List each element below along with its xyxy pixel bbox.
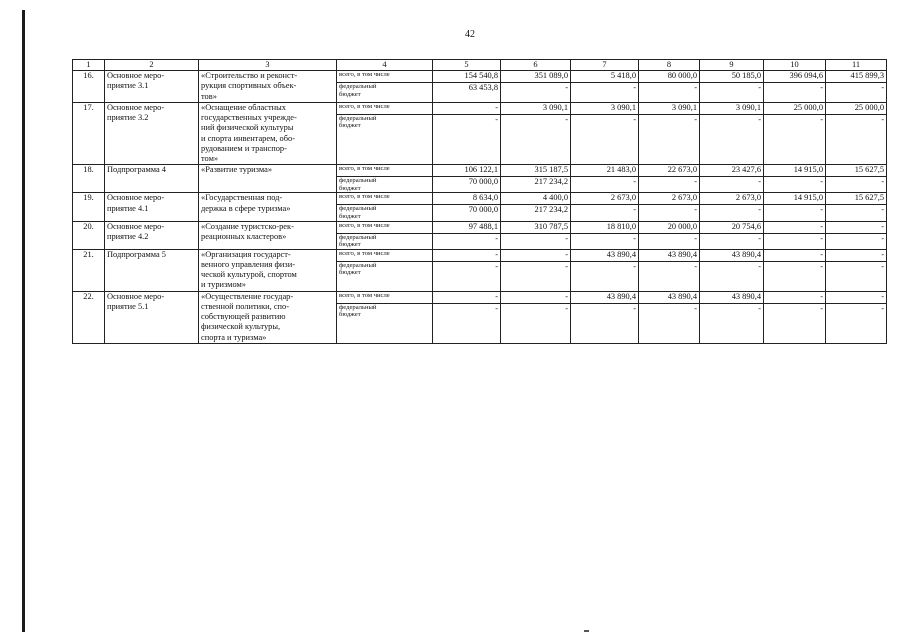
amount-cell: - (501, 233, 571, 249)
amount-cell: - (764, 291, 826, 303)
funding-type-cell: федеральный бюджет (337, 233, 433, 249)
row-kind-cell: Основное меро- приятие 5.1 (105, 291, 199, 343)
row-title-cell: «Развитие туризма» (199, 165, 337, 193)
row-title-cell: «Оснащение областных государственных учрежде- ний физической культуры и спорта инвентарем, обо- рудованием и транспор- том» (199, 102, 337, 165)
amount-cell: 23 427,6 (700, 165, 764, 177)
amount-cell: - (639, 303, 700, 343)
amount-cell: - (571, 114, 639, 165)
funding-type-cell: всего, в том числе (337, 291, 433, 303)
amount-cell: 43 890,4 (639, 291, 700, 303)
funding-type-cell: федеральный бюджет (337, 303, 433, 343)
amount-cell: 70 000,0 (433, 177, 501, 193)
amount-cell: - (764, 205, 826, 221)
amount-cell: - (700, 114, 764, 165)
amount-cell: - (639, 114, 700, 165)
amount-cell: 50 185,0 (700, 71, 764, 83)
amount-cell: 4 400,0 (501, 193, 571, 205)
amount-cell: 63 453,8 (433, 83, 501, 103)
column-number-row (73, 60, 887, 71)
amount-cell: 43 890,4 (571, 291, 639, 303)
amount-cell: - (433, 233, 501, 249)
row-kind-cell: Основное меро- приятие 3.1 (105, 71, 199, 103)
row-title-cell: «Организация государст- венного управления физи- ческой культурой, спортом и туризмом» (199, 249, 337, 291)
amount-cell: - (571, 83, 639, 103)
amount-cell: - (639, 261, 700, 291)
funding-type-cell: федеральный бюджет (337, 83, 433, 103)
budget-table (72, 59, 887, 344)
amount-cell: 70 000,0 (433, 205, 501, 221)
amount-cell: - (826, 221, 887, 233)
amount-cell: - (826, 205, 887, 221)
funding-type-cell: федеральный бюджет (337, 177, 433, 193)
amount-cell: - (501, 83, 571, 103)
row-number-cell: 20. (73, 221, 105, 249)
amount-cell: - (764, 303, 826, 343)
amount-cell: 97 488,1 (433, 221, 501, 233)
table-row (73, 193, 887, 205)
amount-cell: - (764, 249, 826, 261)
amount-cell: 14 915,0 (764, 193, 826, 205)
amount-cell: - (501, 114, 571, 165)
amount-cell: 18 810,0 (571, 221, 639, 233)
amount-cell: - (826, 83, 887, 103)
row-title-cell: «Государственная под- держка в сфере туризма» (199, 193, 337, 221)
funding-type-cell: всего, в том числе (337, 221, 433, 233)
amount-cell: 5 418,0 (571, 71, 639, 83)
row-title-cell: «Создание туристско-рек- реационных кластеров» (199, 221, 337, 249)
amount-cell: - (571, 177, 639, 193)
column-number: 4 (337, 60, 433, 71)
row-title-cell: «Строительство и реконст- рукция спортивных объек- тов» (199, 71, 337, 103)
amount-cell: 106 122,1 (433, 165, 501, 177)
amount-cell: - (571, 233, 639, 249)
funding-type-cell: федеральный бюджет (337, 114, 433, 165)
row-number-cell: 19. (73, 193, 105, 221)
column-number: 7 (571, 60, 639, 71)
amount-cell: - (700, 83, 764, 103)
amount-cell: - (826, 177, 887, 193)
amount-cell: - (571, 261, 639, 291)
amount-cell: 15 627,5 (826, 165, 887, 177)
amount-cell: - (639, 205, 700, 221)
amount-cell: 2 673,0 (639, 193, 700, 205)
column-number: 8 (639, 60, 700, 71)
row-kind-cell: Основное меро- приятие 4.2 (105, 221, 199, 249)
row-number-cell: 22. (73, 291, 105, 343)
funding-type-cell: федеральный бюджет (337, 261, 433, 291)
row-number-cell: 18. (73, 165, 105, 193)
amount-cell: - (433, 291, 501, 303)
amount-cell: - (826, 303, 887, 343)
amount-cell: 315 187,5 (501, 165, 571, 177)
table-row (73, 71, 887, 83)
amount-cell: - (826, 233, 887, 249)
amount-cell: 80 000,0 (639, 71, 700, 83)
amount-cell: 43 890,4 (571, 249, 639, 261)
amount-cell: - (700, 205, 764, 221)
amount-cell: 415 899,3 (826, 71, 887, 83)
amount-cell: 3 090,1 (639, 102, 700, 114)
funding-type-cell: всего, в том числе (337, 71, 433, 83)
amount-cell: 2 673,0 (700, 193, 764, 205)
amount-cell: - (501, 249, 571, 261)
amount-cell: - (826, 249, 887, 261)
amount-cell: - (700, 177, 764, 193)
amount-cell: - (700, 303, 764, 343)
amount-cell: 3 090,1 (700, 102, 764, 114)
column-number: 6 (501, 60, 571, 71)
row-kind-cell: Основное меро- приятие 3.2 (105, 102, 199, 165)
column-number: 11 (826, 60, 887, 71)
amount-cell: 15 627,5 (826, 193, 887, 205)
amount-cell: 20 754,6 (700, 221, 764, 233)
amount-cell: - (433, 249, 501, 261)
column-number: 2 (105, 60, 199, 71)
row-number-cell: 16. (73, 71, 105, 103)
funding-type-cell: федеральный бюджет (337, 205, 433, 221)
amount-cell: - (571, 205, 639, 221)
amount-cell: - (764, 261, 826, 291)
amount-cell: - (501, 291, 571, 303)
row-kind-cell: Подпрограмма 5 (105, 249, 199, 291)
amount-cell: - (764, 233, 826, 249)
amount-cell: 25 000,0 (764, 102, 826, 114)
amount-cell: 14 915,0 (764, 165, 826, 177)
amount-cell: 217 234,2 (501, 205, 571, 221)
amount-cell: 351 089,0 (501, 71, 571, 83)
scan-artifact (584, 630, 589, 632)
amount-cell: - (826, 114, 887, 165)
column-number: 1 (73, 60, 105, 71)
table-row (73, 165, 887, 177)
binding-edge-line (22, 10, 25, 632)
amount-cell: - (433, 303, 501, 343)
amount-cell: - (501, 303, 571, 343)
amount-cell: - (501, 261, 571, 291)
amount-cell: - (764, 114, 826, 165)
amount-cell: 20 000,0 (639, 221, 700, 233)
table-row (73, 249, 887, 261)
column-number: 3 (199, 60, 337, 71)
amount-cell: - (700, 233, 764, 249)
amount-cell: 22 673,0 (639, 165, 700, 177)
amount-cell: 310 787,5 (501, 221, 571, 233)
page-number: 42 (465, 29, 475, 40)
amount-cell: 21 483,0 (571, 165, 639, 177)
amount-cell: - (764, 221, 826, 233)
row-kind-cell: Подпрограмма 4 (105, 165, 199, 193)
amount-cell: - (826, 291, 887, 303)
funding-type-cell: всего, в том числе (337, 165, 433, 177)
amount-cell: 396 094,6 (764, 71, 826, 83)
amount-cell: - (571, 303, 639, 343)
row-number-cell: 21. (73, 249, 105, 291)
amount-cell: - (764, 177, 826, 193)
amount-cell: - (639, 83, 700, 103)
amount-cell: 154 540,8 (433, 71, 501, 83)
column-number: 9 (700, 60, 764, 71)
amount-cell: 2 673,0 (571, 193, 639, 205)
row-title-cell: «Осуществление государ- ственной политики, спо- собствующей развитию физической культуры, спорта и туризма» (199, 291, 337, 343)
row-kind-cell: Основное меро- приятие 4.1 (105, 193, 199, 221)
amount-cell: 3 090,1 (571, 102, 639, 114)
amount-cell: 8 634,0 (433, 193, 501, 205)
amount-cell: 217 234,2 (501, 177, 571, 193)
column-number: 10 (764, 60, 826, 71)
amount-cell: - (639, 177, 700, 193)
amount-cell: - (764, 83, 826, 103)
amount-cell: 43 890,4 (639, 249, 700, 261)
amount-cell: 3 090,1 (501, 102, 571, 114)
table-row (73, 102, 887, 114)
amount-cell: - (700, 261, 764, 291)
row-number-cell: 17. (73, 102, 105, 165)
amount-cell: 25 000,0 (826, 102, 887, 114)
amount-cell: 43 890,4 (700, 291, 764, 303)
funding-type-cell: всего, в том числе (337, 249, 433, 261)
amount-cell: 43 890,4 (700, 249, 764, 261)
amount-cell: - (639, 233, 700, 249)
column-number: 5 (433, 60, 501, 71)
amount-cell: - (433, 261, 501, 291)
amount-cell: - (826, 261, 887, 291)
table-row (73, 291, 887, 303)
funding-type-cell: всего, в том числе (337, 102, 433, 114)
table-row (73, 221, 887, 233)
amount-cell: - (433, 102, 501, 114)
funding-type-cell: всего, в том числе (337, 193, 433, 205)
amount-cell: - (433, 114, 501, 165)
